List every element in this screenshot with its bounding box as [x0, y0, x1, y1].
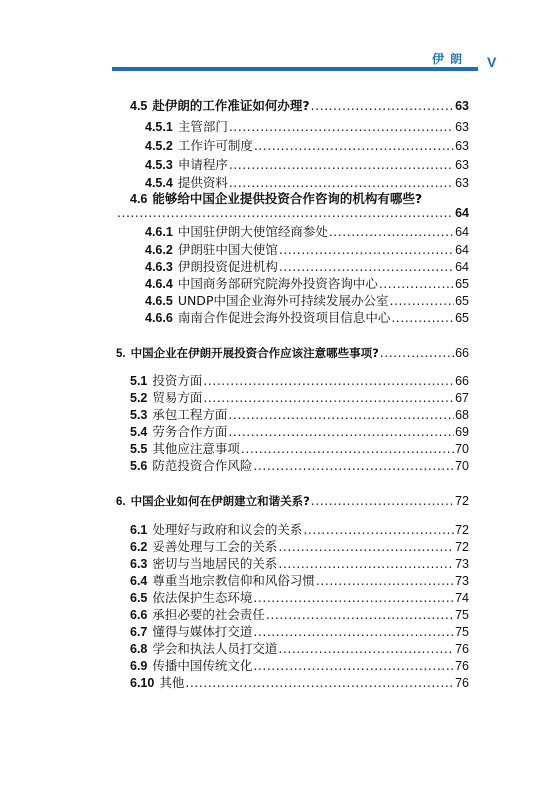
- entry-page: 63: [455, 139, 469, 153]
- entry-title: 劳务合作方面: [152, 424, 228, 439]
- entry-page: 63: [455, 120, 469, 134]
- leader-dots: [379, 276, 454, 291]
- entry-title: 密切与当地居民的关系: [152, 556, 278, 571]
- leader-dots: [329, 224, 454, 239]
- entry-title: 南南合作促进会海外投资项目信息中心: [177, 310, 391, 325]
- leader-dots: [229, 175, 454, 190]
- entry-number: 5.5: [130, 442, 148, 456]
- entry-number: 5.: [116, 348, 126, 360]
- entry-page: 69: [455, 425, 469, 439]
- toc-entry-continuation[interactable]: [116, 205, 469, 220]
- entry-page: 73: [455, 574, 469, 588]
- entry-number: 6.5: [130, 591, 148, 605]
- entry-title: 尊重当地宗教信仰和风俗习惯: [152, 573, 315, 588]
- entry-number: 6.3: [130, 557, 148, 571]
- entry-page: 70: [455, 459, 469, 473]
- entry-number: 4.5.3: [145, 158, 173, 172]
- toc-entry[interactable]: [145, 308, 469, 326]
- toc-entry[interactable]: [130, 588, 469, 606]
- leader-dots: [229, 119, 454, 134]
- leader-dots: [380, 345, 454, 360]
- entry-title: 其他: [159, 675, 185, 690]
- entry-page: 72: [455, 494, 469, 508]
- entry-title: 传播中国传统文化: [152, 658, 253, 673]
- toc-entry[interactable]: [130, 605, 469, 623]
- entry-number: 6.2: [130, 540, 148, 554]
- leader-dots: [311, 493, 454, 508]
- entry-title: 妥善处理与工会的关系: [152, 539, 278, 554]
- entry-number: 5.1: [130, 374, 148, 388]
- leader-dots: [185, 675, 454, 690]
- entry-page: 73: [455, 557, 469, 571]
- entry-number: 6.7: [130, 625, 148, 639]
- entry-title: 防范投资合作风险: [152, 458, 253, 473]
- entry-page: 72: [455, 540, 469, 554]
- leader-dots: [241, 441, 454, 456]
- leader-dots: [253, 624, 454, 639]
- entry-number: 5.3: [130, 408, 148, 422]
- toc-entry[interactable]: [145, 222, 469, 240]
- entry-number: 5.2: [130, 391, 148, 405]
- leader-dots: [266, 607, 454, 622]
- entry-number: 4.6.5: [145, 294, 173, 308]
- entry-title: 赴伊朗的工作准证如何办理?: [152, 98, 310, 113]
- leader-dots: [228, 424, 454, 439]
- running-header-country: 伊朗: [432, 52, 469, 66]
- toc-entry[interactable]: [130, 622, 469, 640]
- entry-page: 75: [455, 625, 469, 639]
- entry-title: 伊朗投资促进机构: [177, 259, 278, 274]
- entry-page: 64: [455, 243, 469, 257]
- leader-dots: [253, 658, 454, 673]
- entry-number: 4.6: [130, 192, 148, 206]
- toc-entry[interactable]: [130, 439, 469, 457]
- toc-entry[interactable]: [130, 639, 469, 657]
- entry-title: 依法保护生态环境: [152, 590, 253, 605]
- entry-title: 中国商务部研究院海外投资咨询中心: [177, 276, 378, 291]
- entry-number: 6.8: [130, 642, 148, 656]
- toc-entry[interactable]: [130, 673, 469, 691]
- leader-dots: [203, 390, 454, 405]
- toc-entry[interactable]: [145, 274, 469, 292]
- toc-entry[interactable]: [130, 96, 469, 114]
- entry-page: 76: [455, 659, 469, 673]
- entry-page: 64: [455, 206, 469, 220]
- entry-title: 申请程序: [177, 157, 228, 172]
- toc-entry[interactable]: [145, 117, 469, 135]
- toc-entry[interactable]: [130, 405, 469, 423]
- entry-number: 6.1: [130, 523, 148, 537]
- entry-number: 4.6.2: [145, 243, 173, 257]
- entry-title: UNDP中国企业海外可持续发展办公室: [177, 293, 389, 308]
- page-number: V: [487, 54, 497, 70]
- entry-number: 4.6.4: [145, 277, 173, 291]
- entry-title: 提供资料: [177, 175, 228, 190]
- leader-dots: [253, 590, 454, 605]
- toc-section-heading[interactable]: [116, 493, 469, 509]
- leader-dots: [278, 556, 454, 571]
- leader-dots: [229, 157, 454, 172]
- entry-page: 64: [455, 260, 469, 274]
- entry-number: 6.: [116, 496, 126, 508]
- entry-title: 中国企业在伊朗开展投资合作应该注意哪些事项?: [130, 346, 379, 360]
- entry-title: 贸易方面: [152, 390, 203, 405]
- leader-dots: [311, 98, 454, 113]
- leader-dots: [279, 259, 454, 274]
- toc-entry[interactable]: [145, 136, 469, 154]
- entry-page: 72: [455, 523, 469, 537]
- leader-dots: [254, 138, 454, 153]
- entry-title: 中国驻伊朗大使馆经商参处: [177, 224, 328, 239]
- header-rule: [112, 67, 478, 71]
- toc-entry[interactable]: [145, 257, 469, 275]
- leader-dots: [316, 573, 454, 588]
- toc-entry[interactable]: [145, 291, 469, 309]
- entry-number: 6.4: [130, 574, 148, 588]
- entry-number: 6.9: [130, 659, 148, 673]
- leader-dots: [253, 458, 454, 473]
- leader-dots: [228, 407, 454, 422]
- entry-number: 4.5.2: [145, 139, 173, 153]
- entry-number: 5.4: [130, 425, 148, 439]
- entry-title: 处理好与政府和议会的关系: [152, 522, 303, 537]
- leader-dots: [303, 522, 454, 537]
- entry-number: 4.6.3: [145, 260, 173, 274]
- toc-entry[interactable]: [130, 520, 469, 538]
- entry-page: 76: [455, 676, 469, 690]
- toc-entry[interactable]: [145, 240, 469, 258]
- toc-entry[interactable]: [145, 155, 469, 173]
- entry-title: 其他应注意事项: [152, 441, 240, 456]
- entry-page: 75: [455, 608, 469, 622]
- entry-title: 能够给中国企业提供投资合作咨询的机构有哪些?: [152, 191, 423, 206]
- toc-section-heading[interactable]: [116, 345, 469, 361]
- toc-entry[interactable]: [130, 656, 469, 674]
- entry-number: 5.6: [130, 459, 148, 473]
- entry-title: 主管部门: [177, 119, 228, 134]
- entry-page: 63: [455, 99, 469, 113]
- leader-dots: [278, 539, 454, 554]
- toc-entry[interactable]: [130, 388, 469, 406]
- leader-dots: [389, 293, 454, 308]
- entry-page: 63: [455, 158, 469, 172]
- leader-dots: [203, 373, 454, 388]
- entry-page: 65: [455, 294, 469, 308]
- entry-page: 66: [455, 374, 469, 388]
- entry-number: 6.6: [130, 608, 148, 622]
- entry-title: 学会和执法人员打交道: [152, 641, 278, 656]
- entry-title: 工作许可制度: [177, 138, 253, 153]
- entry-number: 4.6.6: [145, 311, 173, 325]
- entry-number: 4.5: [130, 99, 148, 113]
- entry-number: 6.10: [130, 676, 155, 690]
- toc-entry[interactable]: [130, 554, 469, 572]
- entry-title: 中国企业如何在伊朗建立和谐关系?: [130, 494, 310, 508]
- entry-page: 63: [455, 176, 469, 190]
- entry-title: 伊朗驻中国大使馆: [177, 242, 278, 257]
- leader-dots: [391, 310, 454, 325]
- toc-entry[interactable]: [130, 371, 469, 389]
- leader-dots: [278, 641, 454, 656]
- entry-page: 66: [455, 346, 469, 360]
- entry-number: 4.5.1: [145, 120, 173, 134]
- toc-entry[interactable]: [130, 537, 469, 555]
- toc-entry[interactable]: [130, 422, 469, 440]
- entry-page: 74: [455, 591, 469, 605]
- entry-page: 64: [455, 225, 469, 239]
- toc-entry[interactable]: [130, 571, 469, 589]
- entry-number: 4.5.4: [145, 176, 173, 190]
- leader-dots: [279, 242, 454, 257]
- entry-page: 70: [455, 442, 469, 456]
- entry-title: 投资方面: [152, 373, 203, 388]
- entry-title: 承包工程方面: [152, 407, 228, 422]
- entry-title: 承担必要的社会责任: [152, 607, 265, 622]
- entry-page: 76: [455, 642, 469, 656]
- entry-title: 懂得与媒体打交道: [152, 624, 253, 639]
- toc-entry[interactable]: [130, 456, 469, 474]
- leader-dots: [117, 205, 454, 220]
- entry-page: 65: [455, 311, 469, 325]
- entry-page: 65: [455, 277, 469, 291]
- entry-page: 68: [455, 408, 469, 422]
- entry-number: 4.6.1: [145, 225, 173, 239]
- entry-page: 67: [455, 391, 469, 405]
